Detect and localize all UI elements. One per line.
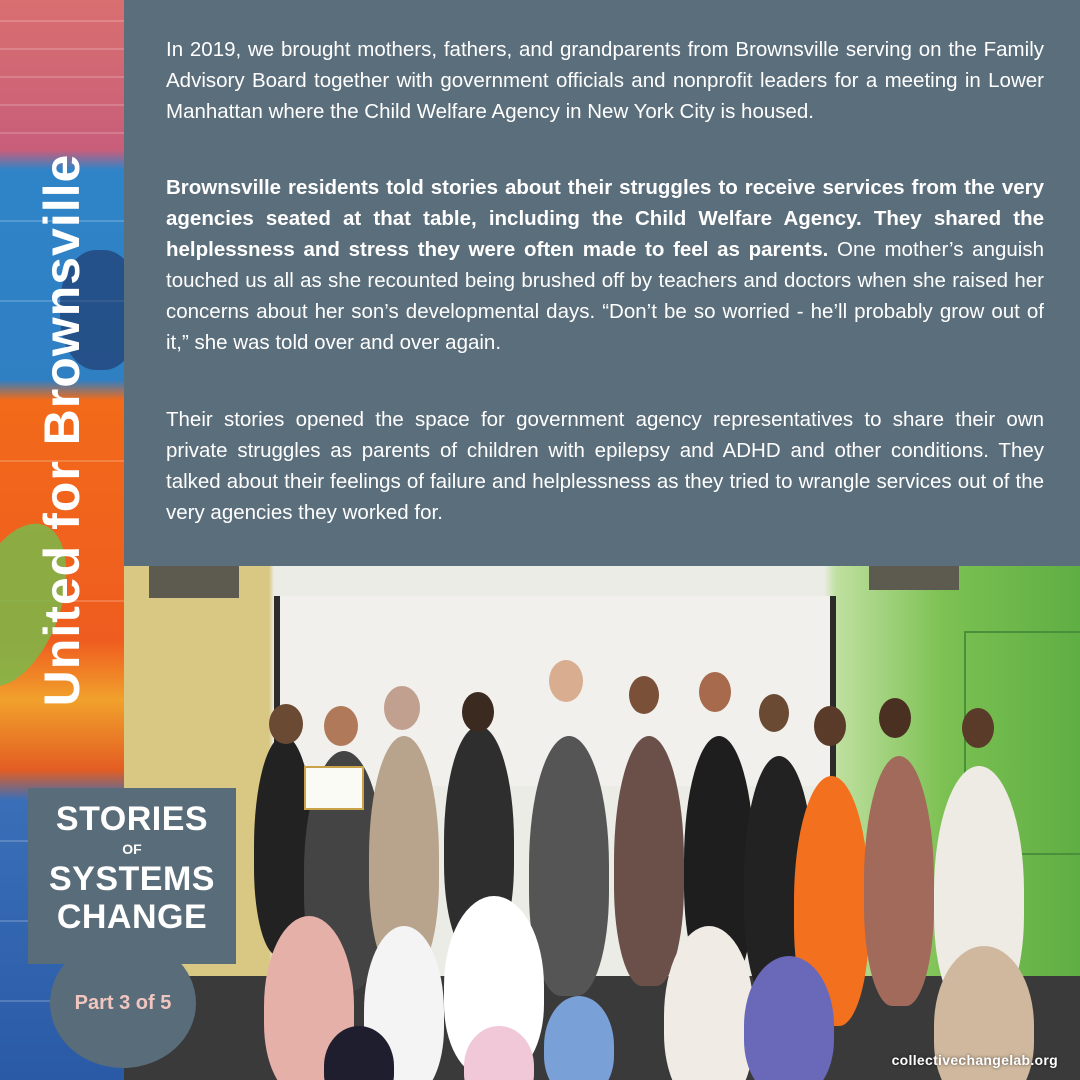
vertical-title: United for Brownsville [34,153,90,707]
badge-line-change: CHANGE [56,898,208,936]
badge-line-of: OF [122,841,142,857]
part-label: Part 3 of 5 [74,992,172,1014]
badge-line-stories: STORIES [55,800,209,838]
paragraph-stories-bold: Brownsville residents told stories about their struggles to receive services from the very agencies seated at that table, including the Child Welfare Agency. They shared the helplessness and stress they were often made to feel as parents. [166,176,1044,261]
text-panel [124,0,1080,566]
paragraph-agencies: Their stories opened the space for government agency representatives to share their own private struggles as parents of children with epilepsy and ADHD and other conditions. They talked about their feelings of failure and helplessness as they tried to wrangle services out of the very agencies they worked for. [166,408,1044,524]
crowd [144,696,1080,1080]
paragraph-stories [166,172,1044,358]
certificate [304,766,364,810]
group-photo [124,566,1080,1080]
website-url: collectivechangelab.org [891,1052,1058,1068]
badge-line-systems: SYSTEMS [49,860,215,898]
paragraph-intro: In 2019, we brought mothers, fathers, and grandparents from Brownsville serving on the Family Advisory Board together with government officials and nonprofit leaders for a meeting in Lower Manhattan where the Child Welfare Agency in New York City is housed. [166,38,1044,123]
paragraph-stories-rest: One mother’s anguish touched us all as she recounted being brushed off by teachers and doctors when she raised her concerns about her son’s developmental days. “Don’t be so worried - he’ll probably grow out of it,” she was told over and over again. [166,238,1044,354]
